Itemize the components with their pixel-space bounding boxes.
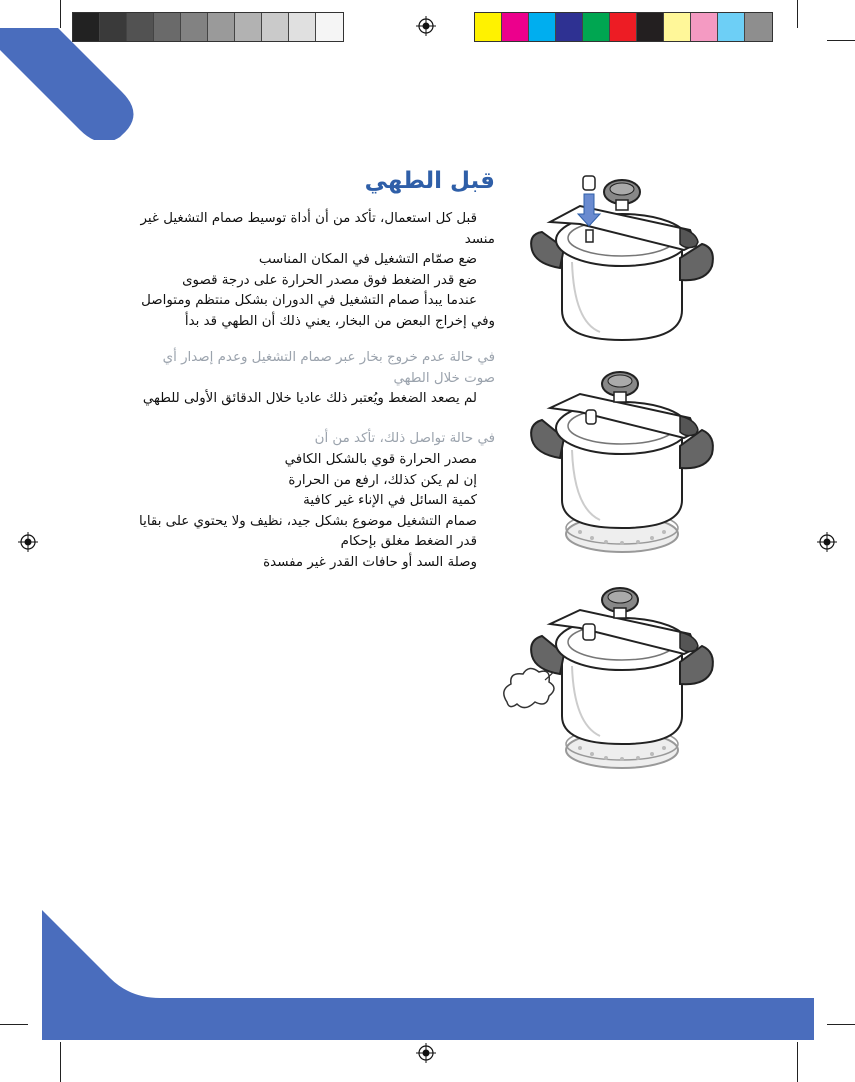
continue-heading-line: في حالة تواصل ذلك، تأكد من أن [314,431,495,446]
color-swatch [610,13,637,41]
color-swatch [208,13,235,41]
footer-band [0,900,855,1050]
color-swatch [289,13,316,41]
crop-mark [797,0,798,28]
color-swatch [262,13,289,41]
rotation-line: عندما يبدأ صمام التشغيل في الدوران بشكل منتظم ومتواصل [141,293,477,308]
color-swatch [235,13,262,41]
color-swatch [637,13,664,41]
check-item: مصدر الحرارة قوي بالشكل الكافي [284,452,477,467]
color-swatch [502,13,529,41]
intro-paragraph [75,209,495,332]
check-item: إن لم يكن كذلك، ارفع من الحرارة [288,472,477,488]
crop-mark [827,40,855,41]
step-line: ضع صمّام التشغيل في المكان المناسب [258,252,477,267]
page-title: قبل الطهي [364,168,495,194]
color-swatch [556,13,583,41]
registration-mark-icon [817,532,837,552]
check-item: صمام التشغيل موضوع بشكل جيد، نظيف ولا يحتوي على بقايا [139,513,477,529]
corner-decoration-top [0,0,140,140]
color-swatch [745,13,772,41]
no-steam-text-line: لم يصعد الضغط ويُعتبر ذلك عاديا خلال الدقائق الأولى للطهي [142,391,477,406]
color-swatch [664,13,691,41]
step-line: ضع قدر الضغط فوق مصدر الحرارة على درجة قصوى [182,272,477,288]
registration-mark-icon [18,532,38,552]
check-item: قدر الضغط مغلق بإحكام [340,534,477,549]
check-item: كمية السائل في الإناء غير كافية [303,493,477,508]
color-calibration-bar [474,12,773,42]
intro-line: قبل كل استعمال، تأكد من أن أداة توسيط صمام التشغيل غير [140,211,477,226]
check-item: وصلة السد أو حافات القدر غير مفسدة [263,554,477,570]
color-swatch [529,13,556,41]
no-steam-heading [75,348,495,389]
color-swatch [718,13,745,41]
continue-heading [75,429,495,450]
checks-list [75,450,495,573]
registration-mark-icon [416,16,436,36]
pressure-cooker-icon [495,578,725,778]
pressure-cooker-icon [520,172,725,347]
color-swatch [583,13,610,41]
color-swatch [475,13,502,41]
rotation-line: وفي إخراج البعض من البخار، يعني ذلك أن الطهي قد بدأ [184,313,495,329]
color-swatch [181,13,208,41]
no-steam-heading-line: في حالة عدم خروج بخار عبر صمام التشغيل وعدم إصدار أي [162,350,495,365]
no-steam-text [75,389,495,410]
pressure-cooker-icon [520,362,725,562]
no-steam-heading-line: صوت خلال الطهي [393,370,495,386]
intro-line: منسد [464,231,495,247]
color-swatch [154,13,181,41]
color-swatch [691,13,718,41]
color-swatch [316,13,343,41]
